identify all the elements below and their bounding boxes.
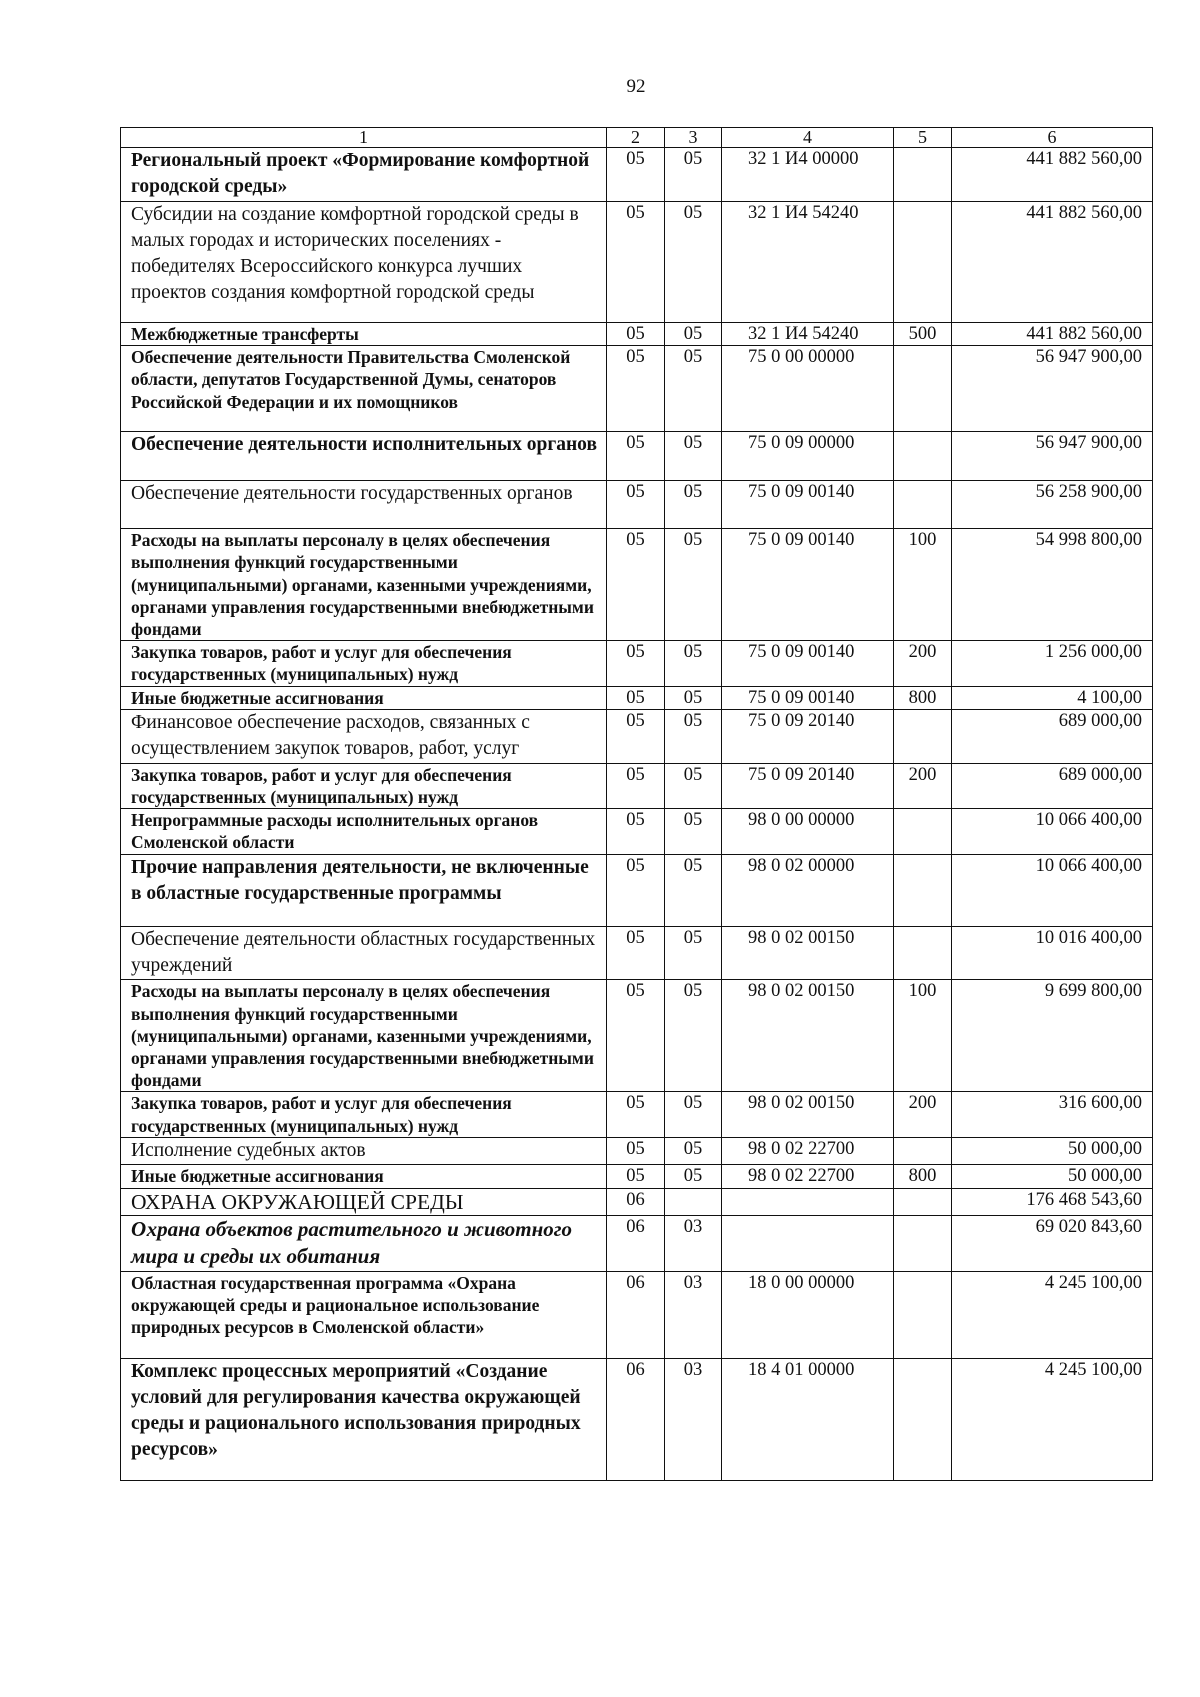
table-row [121, 686, 1153, 710]
row-name-cell: Межбюджетные трансферты [121, 322, 607, 346]
row-c3-cell: 05 [665, 1165, 722, 1189]
row-c6-cell: 50 000,00 [952, 1165, 1153, 1189]
row-name-cell: Прочие направления деятельности, не включенные в областные государственные программы [121, 854, 607, 926]
row-name-cell: Областная государственная программа «Охрана окружающей среды и рациональное использование природных ресурсов в Смоленской области» [121, 1271, 607, 1358]
row-c6-cell: 689 000,00 [952, 763, 1153, 808]
row-name-cell: Исполнение судебных актов [121, 1137, 607, 1164]
row-c6-cell: 4 245 100,00 [952, 1271, 1153, 1358]
header-cell: 1 [121, 128, 607, 148]
row-c6-cell: 69 020 843,60 [952, 1215, 1153, 1271]
row-c6-cell: 10 066 400,00 [952, 809, 1153, 854]
row-c2-cell: 05 [607, 432, 665, 481]
budget-table [120, 127, 1153, 1481]
row-c5-cell [894, 1137, 952, 1164]
row-c6-cell: 176 468 543,60 [952, 1188, 1153, 1215]
row-c3-cell: 05 [665, 432, 722, 481]
row-c6-cell: 50 000,00 [952, 1137, 1153, 1164]
table-row [121, 346, 1153, 432]
row-c3-cell: 05 [665, 763, 722, 808]
row-c2-cell: 05 [607, 147, 665, 201]
row-c3-cell: 05 [665, 1137, 722, 1164]
row-c2-cell: 05 [607, 926, 665, 980]
row-c3-cell: 05 [665, 1092, 722, 1137]
row-c2-cell: 05 [607, 1092, 665, 1137]
row-name-cell: ОХРАНА ОКРУЖАЮЩЕЙ СРЕДЫ [121, 1188, 607, 1215]
row-c5-cell [894, 854, 952, 926]
row-c4-cell: 32 1 И4 00000 [722, 147, 894, 201]
row-c3-cell: 05 [665, 201, 722, 322]
row-name-cell: Региональный проект «Формирование комфортной городской среды» [121, 147, 607, 201]
row-name-cell: Расходы на выплаты персоналу в целях обеспечения выполнения функций государственными (муниципальными) органами, казенными учреждениями, органами управления государственными внебюджетными фондами [121, 980, 607, 1092]
row-c2-cell: 05 [607, 980, 665, 1092]
row-name-cell: Обеспечение деятельности областных государственных учреждений [121, 926, 607, 980]
row-c4-cell: 98 0 02 00150 [722, 926, 894, 980]
row-c5-cell [894, 1215, 952, 1271]
row-c2-cell: 05 [607, 481, 665, 529]
row-c6-cell: 10 016 400,00 [952, 926, 1153, 980]
row-c3-cell: 05 [665, 809, 722, 854]
row-c2-cell: 05 [607, 529, 665, 641]
row-c5-cell: 200 [894, 641, 952, 686]
row-c5-cell: 800 [894, 686, 952, 710]
row-c2-cell: 05 [607, 686, 665, 710]
row-c3-cell: 05 [665, 147, 722, 201]
row-c5-cell: 500 [894, 322, 952, 346]
row-name-cell: Обеспечение деятельности Правительства Смоленской области, депутатов Государственной Думы, сенаторов Российской Федерации и их помощников [121, 346, 607, 432]
row-c4-cell: 75 0 09 00140 [722, 529, 894, 641]
table-row [121, 641, 1153, 686]
row-c4-cell: 32 1 И4 54240 [722, 322, 894, 346]
row-c6-cell: 441 882 560,00 [952, 322, 1153, 346]
row-c6-cell: 316 600,00 [952, 1092, 1153, 1137]
row-c5-cell: 800 [894, 1165, 952, 1189]
row-c4-cell: 75 0 09 00000 [722, 432, 894, 481]
row-c4-cell [722, 1188, 894, 1215]
row-c6-cell: 1 256 000,00 [952, 641, 1153, 686]
row-c5-cell: 100 [894, 529, 952, 641]
row-c2-cell: 05 [607, 641, 665, 686]
row-c3-cell: 05 [665, 529, 722, 641]
row-c3-cell: 03 [665, 1215, 722, 1271]
row-c5-cell [894, 809, 952, 854]
row-c4-cell: 32 1 И4 54240 [722, 201, 894, 322]
row-c5-cell: 100 [894, 980, 952, 1092]
row-c3-cell: 05 [665, 686, 722, 710]
row-name-cell: Комплекс процессных мероприятий «Создание условий для регулирования качества окружающей среды и рационального использования природных ресурсов» [121, 1358, 607, 1480]
row-name-cell: Закупка товаров, работ и услуг для обеспечения государственных (муниципальных) нужд [121, 1092, 607, 1137]
row-c5-cell [894, 710, 952, 764]
row-c2-cell: 06 [607, 1358, 665, 1480]
table-row [121, 926, 1153, 980]
row-c2-cell: 05 [607, 854, 665, 926]
row-c2-cell: 05 [607, 763, 665, 808]
table-row [121, 763, 1153, 808]
row-c2-cell: 06 [607, 1215, 665, 1271]
row-c2-cell: 05 [607, 710, 665, 764]
row-name-cell: Иные бюджетные ассигнования [121, 1165, 607, 1189]
row-name-cell: Закупка товаров, работ и услуг для обеспечения государственных (муниципальных) нужд [121, 763, 607, 808]
row-c5-cell: 200 [894, 763, 952, 808]
table-row [121, 1165, 1153, 1189]
row-c6-cell: 9 699 800,00 [952, 980, 1153, 1092]
row-name-cell: Расходы на выплаты персоналу в целях обеспечения выполнения функций государственными (муниципальными) органами, казенными учреждениями, органами управления государственными внебюджетными фондами [121, 529, 607, 641]
row-c4-cell: 98 0 02 00000 [722, 854, 894, 926]
table-row [121, 1215, 1153, 1271]
row-c6-cell: 4 100,00 [952, 686, 1153, 710]
table-row [121, 710, 1153, 764]
row-c4-cell: 98 0 02 00150 [722, 980, 894, 1092]
row-c3-cell: 03 [665, 1271, 722, 1358]
row-c3-cell: 03 [665, 1358, 722, 1480]
row-c3-cell: 05 [665, 322, 722, 346]
row-c6-cell: 54 998 800,00 [952, 529, 1153, 641]
row-c3-cell: 05 [665, 926, 722, 980]
row-name-cell: Субсидии на создание комфортной городской среды в малых городах и исторических поселениях - победителях Всероссийского конкурса лучших проектов создания комфортной городской среды [121, 201, 607, 322]
table-header-row [121, 128, 1153, 148]
table-row [121, 529, 1153, 641]
row-c2-cell: 05 [607, 1137, 665, 1164]
row-c2-cell: 06 [607, 1188, 665, 1215]
row-c3-cell: 05 [665, 346, 722, 432]
row-name-cell: Обеспечение деятельности исполнительных органов [121, 432, 607, 481]
row-c5-cell [894, 1271, 952, 1358]
row-c2-cell: 05 [607, 809, 665, 854]
row-c5-cell [894, 481, 952, 529]
row-c4-cell: 75 0 09 20140 [722, 763, 894, 808]
row-c4-cell: 18 4 01 00000 [722, 1358, 894, 1480]
row-c6-cell: 10 066 400,00 [952, 854, 1153, 926]
row-c2-cell: 05 [607, 322, 665, 346]
row-c2-cell: 05 [607, 1165, 665, 1189]
row-c5-cell [894, 201, 952, 322]
table-row [121, 809, 1153, 854]
row-name-cell: Непрограммные расходы исполнительных органов Смоленской области [121, 809, 607, 854]
row-c5-cell [894, 147, 952, 201]
row-c6-cell: 56 947 900,00 [952, 432, 1153, 481]
row-c3-cell: 05 [665, 854, 722, 926]
row-c3-cell: 05 [665, 481, 722, 529]
row-c4-cell: 75 0 09 00140 [722, 641, 894, 686]
header-cell: 3 [665, 128, 722, 148]
row-name-cell: Обеспечение деятельности государственных органов [121, 481, 607, 529]
header-cell: 5 [894, 128, 952, 148]
row-c4-cell [722, 1215, 894, 1271]
row-c5-cell [894, 1188, 952, 1215]
row-c5-cell [894, 432, 952, 481]
row-c6-cell: 4 245 100,00 [952, 1358, 1153, 1480]
row-c6-cell: 441 882 560,00 [952, 201, 1153, 322]
table-row [121, 432, 1153, 481]
row-c2-cell: 05 [607, 201, 665, 322]
row-c3-cell: 05 [665, 641, 722, 686]
row-c2-cell: 05 [607, 346, 665, 432]
row-name-cell: Закупка товаров, работ и услуг для обеспечения государственных (муниципальных) нужд [121, 641, 607, 686]
header-cell: 6 [952, 128, 1153, 148]
row-name-cell: Финансовое обеспечение расходов, связанных с осуществлением закупок товаров, работ, услуг [121, 710, 607, 764]
row-c3-cell [665, 1188, 722, 1215]
row-c6-cell: 441 882 560,00 [952, 147, 1153, 201]
table-row [121, 854, 1153, 926]
row-c4-cell: 75 0 09 00140 [722, 686, 894, 710]
row-c4-cell: 18 0 00 00000 [722, 1271, 894, 1358]
row-c5-cell [894, 926, 952, 980]
row-name-cell: Иные бюджетные ассигнования [121, 686, 607, 710]
row-c4-cell: 75 0 00 00000 [722, 346, 894, 432]
table-row [121, 1358, 1153, 1480]
table-row [121, 481, 1153, 529]
table-row [121, 1092, 1153, 1137]
table-row [121, 1271, 1153, 1358]
table-row [121, 201, 1153, 322]
table-row [121, 1188, 1153, 1215]
row-name-cell: Охрана объектов растительного и животного мира и среды их обитания [121, 1215, 607, 1271]
table-row [121, 322, 1153, 346]
row-c5-cell: 200 [894, 1092, 952, 1137]
row-c4-cell: 98 0 00 00000 [722, 809, 894, 854]
row-c3-cell: 05 [665, 710, 722, 764]
header-cell: 4 [722, 128, 894, 148]
row-c4-cell: 98 0 02 22700 [722, 1137, 894, 1164]
page-number: 92 [626, 76, 646, 97]
row-c5-cell [894, 1358, 952, 1480]
row-c2-cell: 06 [607, 1271, 665, 1358]
row-c4-cell: 98 0 02 22700 [722, 1165, 894, 1189]
row-c6-cell: 689 000,00 [952, 710, 1153, 764]
row-c4-cell: 75 0 09 20140 [722, 710, 894, 764]
header-cell: 2 [607, 128, 665, 148]
row-c3-cell: 05 [665, 980, 722, 1092]
row-c4-cell: 98 0 02 00150 [722, 1092, 894, 1137]
table-row [121, 1137, 1153, 1164]
table-row [121, 147, 1153, 201]
row-c6-cell: 56 258 900,00 [952, 481, 1153, 529]
row-c4-cell: 75 0 09 00140 [722, 481, 894, 529]
row-c6-cell: 56 947 900,00 [952, 346, 1153, 432]
row-c5-cell [894, 346, 952, 432]
table-row [121, 980, 1153, 1092]
